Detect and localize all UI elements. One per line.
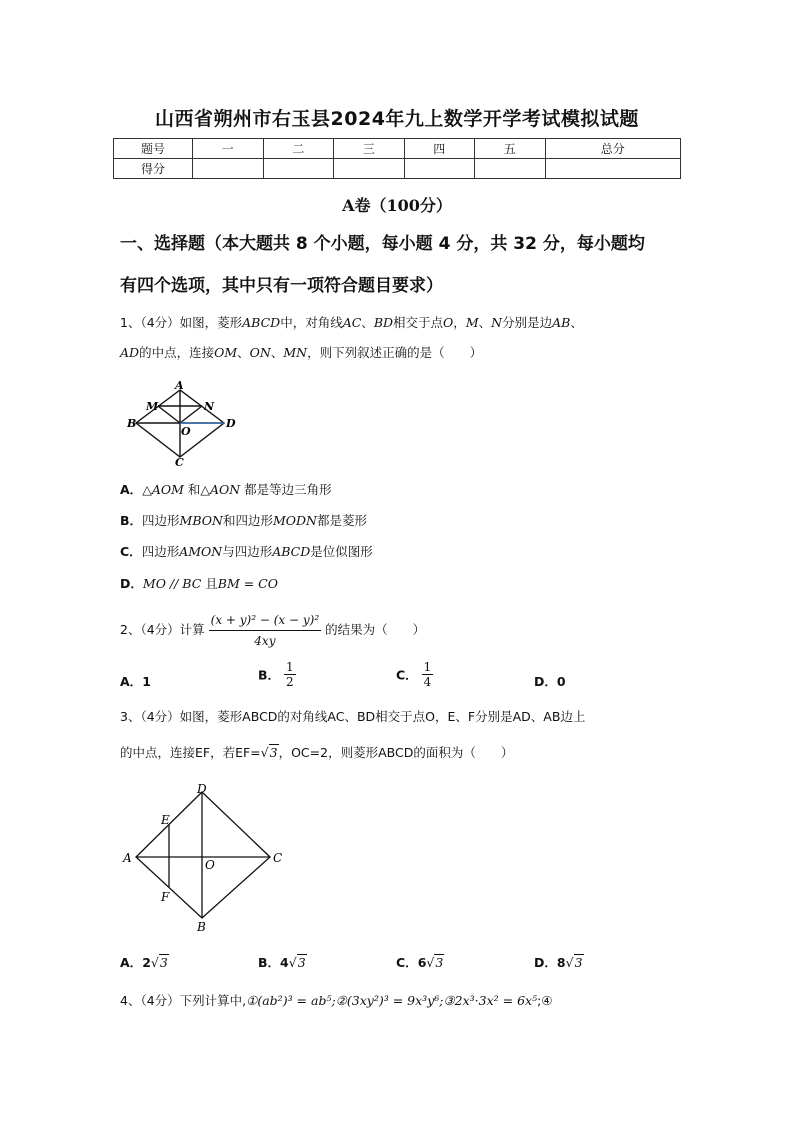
- q1-stem-line1: [120, 314, 690, 332]
- q3-text: ，OC=2，则菱形ABCD的面积为（ ）: [278, 745, 514, 760]
- q3-sqrt: √3: [260, 745, 278, 760]
- q1-text: 分别是边: [502, 315, 553, 330]
- q1-var: OM: [214, 345, 238, 360]
- q3-option-c[interactable]: [396, 953, 444, 971]
- option-var: MBON: [179, 513, 223, 528]
- q2-text: 2、（4分）计算: [120, 622, 205, 637]
- q2-option-b[interactable]: [258, 660, 296, 689]
- option-letter: B．: [258, 955, 281, 970]
- label-d: D: [226, 417, 236, 430]
- score-header-cell: 五: [475, 139, 546, 159]
- q2-text: 的结果为（ ）: [325, 622, 426, 637]
- q4-expression: ;③2x³·3x² = 6x⁵: [439, 993, 538, 1008]
- option-text: △: [142, 482, 152, 497]
- score-row-label: 得分: [114, 159, 193, 179]
- q1-var: AB: [552, 315, 571, 330]
- label-e: E: [161, 813, 170, 827]
- option-var: MO // BC: [142, 576, 202, 591]
- fraction-numerator: (x + y)² − (x − y)²: [209, 610, 322, 631]
- label-m: M: [146, 400, 159, 413]
- q1-text: 、: [570, 315, 583, 330]
- sqrt-radicand: 3: [297, 955, 306, 970]
- option-letter: D．: [534, 674, 557, 689]
- option-letter: C．: [396, 667, 418, 683]
- option-text: 是位似图形: [310, 544, 373, 559]
- option-sqrt: √3: [426, 955, 444, 970]
- q3-option-b[interactable]: [258, 953, 307, 971]
- q1-rhombus-figure: [120, 378, 250, 468]
- option-letter: B．: [120, 513, 143, 528]
- score-header-cell: 总分: [545, 139, 681, 159]
- label-o: O: [181, 425, 191, 438]
- label-o: O: [205, 858, 215, 872]
- q2-stem: [120, 610, 690, 651]
- q2-option-d[interactable]: [534, 672, 566, 690]
- q1-var: MN: [283, 345, 308, 360]
- fraction-numerator: 1: [423, 660, 432, 674]
- q1-text: 相交于点: [393, 315, 444, 330]
- q2-option-a[interactable]: [120, 672, 151, 690]
- label-a: A: [123, 851, 132, 865]
- option-fraction: [422, 660, 434, 689]
- option-text: 和△: [183, 482, 210, 497]
- label-f: F: [161, 890, 170, 904]
- q1-var: BD: [373, 315, 394, 330]
- q1-text: ，则下列叙述正确的是（ ）: [307, 345, 483, 360]
- q1-text: 1、（4分）如图，菱形: [120, 315, 243, 330]
- option-text: 四边形: [141, 544, 180, 559]
- score-cell[interactable]: [193, 159, 264, 179]
- q1-var: AC: [342, 315, 362, 330]
- q3-option-d[interactable]: [534, 953, 584, 971]
- q1-var: ON: [249, 345, 271, 360]
- option-letter: C．: [396, 955, 418, 970]
- q1-stem-line2: [120, 344, 690, 362]
- fraction-denominator: 4: [423, 675, 432, 689]
- option-letter: A．: [120, 674, 143, 689]
- option-fraction: [284, 660, 296, 689]
- fraction-denominator: 4xy: [254, 634, 276, 648]
- option-letter: D．: [120, 576, 143, 591]
- label-a: A: [175, 379, 184, 392]
- option-var: ABCD: [272, 544, 311, 559]
- score-header-cell: 三: [334, 139, 405, 159]
- option-coef: 8: [556, 955, 566, 970]
- option-value: 0: [556, 674, 566, 689]
- q1-var: AD: [120, 345, 140, 360]
- option-letter: C．: [120, 544, 142, 559]
- q1-var: N: [491, 315, 503, 330]
- option-letter: A．: [120, 482, 143, 497]
- q4-expression: ;②(3xy²)³ = 9x³y⁶: [331, 993, 440, 1008]
- q4-stem: [120, 992, 690, 1010]
- score-header-cell: 一: [193, 139, 264, 159]
- q1-option-b[interactable]: [120, 511, 367, 529]
- score-header-cell: 四: [404, 139, 475, 159]
- option-text: 都是菱形: [316, 513, 367, 528]
- q1-var: M: [465, 315, 479, 330]
- q2-fraction: [209, 610, 322, 651]
- fraction-denominator: 2: [286, 675, 294, 689]
- q1-text: 、: [237, 345, 250, 360]
- sqrt-radicand: 3: [269, 745, 278, 760]
- option-var: MODN: [272, 513, 317, 528]
- option-value: 1: [142, 674, 151, 689]
- option-letter: A．: [120, 955, 143, 970]
- q3-text: 的中点，连接EF，若EF=: [120, 745, 261, 760]
- score-cell[interactable]: [404, 159, 475, 179]
- score-cell[interactable]: [334, 159, 405, 179]
- score-table: [113, 138, 681, 179]
- label-c: C: [273, 851, 283, 865]
- score-table-score-row: [114, 159, 681, 179]
- q4-text: 4、（4分）下列计算中,: [120, 993, 247, 1008]
- option-letter: B．: [258, 667, 281, 683]
- option-text: 四边形: [142, 513, 180, 528]
- q1-text: 、: [478, 315, 492, 330]
- option-text: 都是等边三角形: [240, 482, 332, 497]
- option-text: 且: [201, 576, 218, 591]
- q1-var: ABCD: [242, 315, 281, 330]
- option-coef: 2: [142, 955, 151, 970]
- option-sqrt: √3: [288, 955, 306, 970]
- q3-stem-line2: [120, 744, 690, 762]
- exam-title: 山西省朔州市右玉县2024年九上数学开学考试模拟试题: [155, 108, 639, 130]
- label-d: D: [197, 782, 207, 796]
- option-var: BM = CO: [217, 576, 278, 591]
- q1-var: O: [443, 315, 454, 330]
- score-table-header-row: [114, 139, 681, 159]
- option-var: AMON: [179, 544, 223, 559]
- q1-text: 中，对角线: [280, 315, 343, 330]
- score-cell[interactable]: [545, 159, 681, 179]
- score-cell[interactable]: [263, 159, 334, 179]
- score-header-cell: 题号: [114, 139, 193, 159]
- option-sqrt: √3: [150, 955, 168, 970]
- q2-option-c[interactable]: [396, 660, 433, 689]
- option-text: 和四边形: [222, 513, 273, 528]
- option-var: AON: [209, 482, 241, 497]
- label-b: B: [197, 920, 206, 934]
- q1-option-c[interactable]: [120, 542, 373, 560]
- fraction-numerator: 1: [286, 660, 294, 674]
- sqrt-radicand: 3: [159, 955, 168, 970]
- label-c: C: [175, 456, 184, 468]
- segment-om: [158, 406, 180, 423]
- q1-text: ，: [453, 315, 466, 330]
- q1-option-d[interactable]: [120, 574, 278, 592]
- q3-stem-line1: 3、（4分）如图，菱形ABCD的对角线AC、BD相交于点O，E、F分别是AD、AB边上: [120, 709, 586, 724]
- q1-text: 、: [361, 315, 374, 330]
- option-var: AOM: [151, 482, 184, 497]
- q3-option-a[interactable]: [120, 953, 169, 971]
- q1-text: 、: [270, 345, 284, 360]
- label-b: B: [127, 417, 137, 430]
- q1-option-a[interactable]: [120, 480, 332, 498]
- option-sqrt: √3: [565, 955, 583, 970]
- option-letter: D．: [534, 955, 557, 970]
- segment-on: [180, 406, 202, 423]
- rhombus-outline: [136, 792, 270, 918]
- option-text: 与四边形: [222, 544, 273, 559]
- score-cell[interactable]: [475, 159, 546, 179]
- q4-expression: ①(ab²)³ = ab⁵: [246, 993, 332, 1008]
- section-heading-line1: 一、选择题（本大题共 8 个小题，每小题 4 分，共 32 分，每小题均: [120, 234, 645, 254]
- q3-rhombus-figure: [118, 780, 298, 936]
- label-n: N: [204, 400, 215, 413]
- sqrt-radicand: 3: [435, 955, 444, 970]
- option-coef: 6: [417, 955, 427, 970]
- section-heading-line2: 有四个选项，其中只有一项符合题目要求）: [120, 276, 443, 296]
- sqrt-radicand: 3: [574, 955, 583, 970]
- q1-text: 的中点，连接: [139, 345, 215, 360]
- volume-heading: A卷（100分）: [342, 196, 452, 215]
- q4-text: ;④: [537, 993, 553, 1008]
- option-coef: 4: [280, 955, 289, 970]
- score-header-cell: 二: [263, 139, 334, 159]
